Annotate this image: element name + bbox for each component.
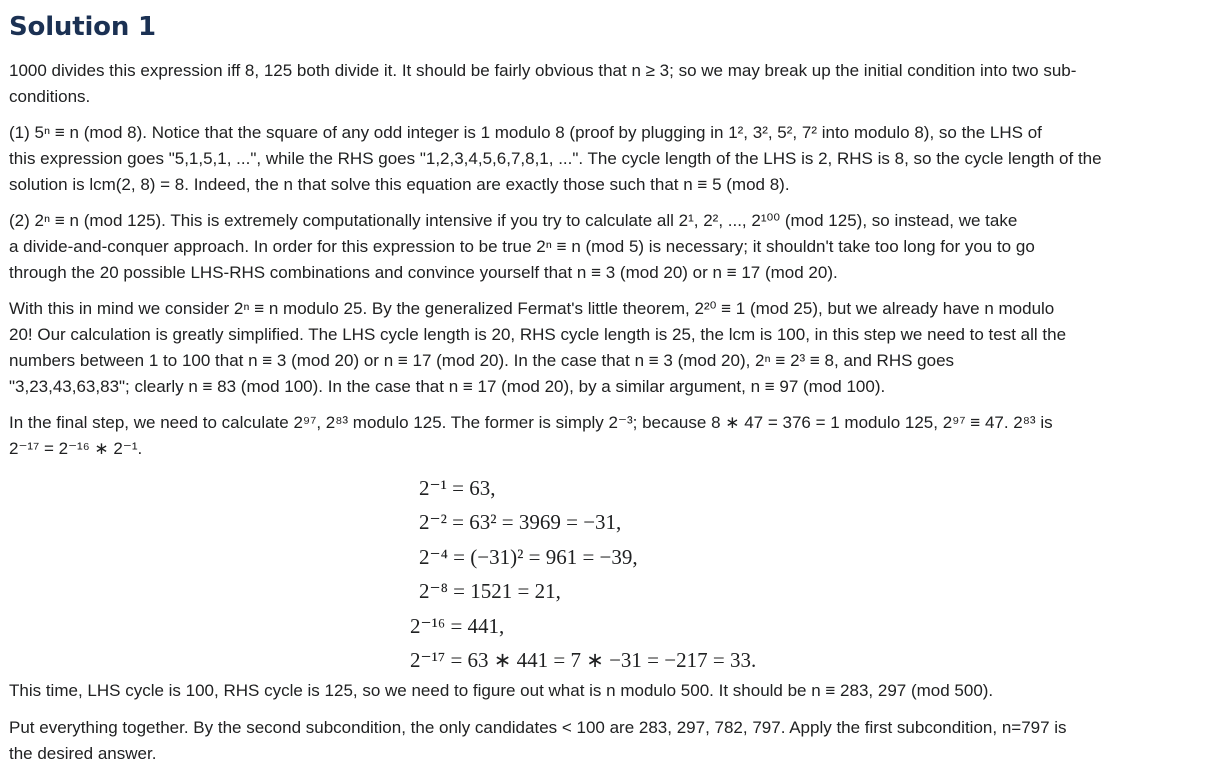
text-line: conditions.	[9, 87, 91, 106]
text-line: In the final step, we need to calculate 2⁹⁷, 2⁸³ modulo 125. The former is simply 2⁻³; because 8 ∗ 47 = 376 = 1 modulo 125, 2⁹⁷ ≡ 47. 2⁸³ is	[9, 413, 1053, 432]
text-line: the desired answer.	[9, 744, 157, 763]
equation-line: 2⁻¹⁶ = 441,	[410, 614, 505, 638]
text-line: numbers between 1 to 100 that n ≡ 3 (mod 20) or n ≡ 17 (mod 20). In the case that n ≡ 3 (mod 20), 2ⁿ ≡ 2³ ≡ 8, and RHS goes	[9, 351, 955, 370]
text-line: a divide-and-conquer approach. In order for this expression to be true 2ⁿ ≡ n (mod 5) is necessary; it shouldn't take too long for you to go	[9, 237, 1035, 256]
paragraph-subcondition-2	[9, 208, 1209, 286]
text-line: through the 20 possible LHS-RHS combinations and convince yourself that n ≡ 3 (mod 20) or n ≡ 17 (mod 20).	[9, 263, 838, 282]
paragraph-modulo-500	[9, 678, 1209, 704]
text-line: With this in mind we consider 2ⁿ ≡ n modulo 25. By the generalized Fermat's little theorem, 2²⁰ ≡ 1 (mod 25), but we already have n modulo	[9, 299, 1055, 318]
paragraph-subcondition-1	[9, 120, 1209, 198]
equation-line: 2⁻¹⁷ = 63 ∗ 441 = 7 ∗ −31 = −217 = 33.	[410, 648, 757, 672]
equation-line: 2⁻¹ = 63,	[419, 476, 496, 500]
text-line: 1000 divides this expression iff 8, 125 both divide it. It should be fairly obvious that n ≥ 3; so we may break up the initial condition into two sub-	[9, 61, 1077, 80]
text-line: 20! Our calculation is greatly simplified. The LHS cycle length is 20, RHS cycle length is 25, the lcm is 100, in this step we need to test all the	[9, 325, 1067, 344]
text-line: this expression goes "5,1,5,1, ...", while the RHS goes "1,2,3,4,5,6,7,8,1, ...". The cycle length of the LHS is 2, RHS is 8, so the cycle length of the	[9, 149, 1102, 168]
text-line: (2) 2ⁿ ≡ n (mod 125). This is extremely computationally intensive if you try to calculate all 2¹, 2², ..., 2¹⁰⁰ (mod 125), so instead, we take	[9, 211, 1018, 230]
equation-line: 2⁻⁸ = 1521 = 21,	[419, 579, 561, 603]
text-line: Put everything together. By the second subcondition, the only candidates < 100 are 283, 297, 782, 797. Apply the first subcondition, n=797 is	[9, 718, 1067, 737]
equation-line: 2⁻² = 63² = 3969 = −31,	[419, 510, 622, 534]
paragraph-modulo-25	[9, 296, 1209, 400]
page-title: Solution 1	[9, 12, 156, 42]
text-line: This time, LHS cycle is 100, RHS cycle is 125, so we need to figure out what is n modulo 500. It should be n ≡ 283, 297 (mod 500).	[9, 681, 994, 700]
paragraph-intro	[9, 58, 1209, 110]
text-line: solution is lcm(2, 8) = 8. Indeed, the n that solve this equation are exactly those such that n ≡ 5 (mod 8).	[9, 175, 790, 194]
text-line: (1) 5ⁿ ≡ n (mod 8). Notice that the square of any odd integer is 1 modulo 8 (proof by plugging in 1², 3², 5², 7² into modulo 8), so the LHS of	[9, 123, 1042, 142]
paragraph-conclusion	[9, 715, 1209, 767]
paragraph-final-step	[9, 410, 1209, 462]
equation-line: 2⁻⁴ = (−31)² = 961 = −39,	[419, 545, 638, 569]
text-line: "3,23,43,63,83"; clearly n ≡ 83 (mod 100). In the case that n ≡ 17 (mod 20), by a similar argument, n ≡ 97 (mod 100).	[9, 377, 886, 396]
text-line: 2⁻¹⁷ = 2⁻¹⁶ ∗ 2⁻¹.	[9, 439, 143, 458]
